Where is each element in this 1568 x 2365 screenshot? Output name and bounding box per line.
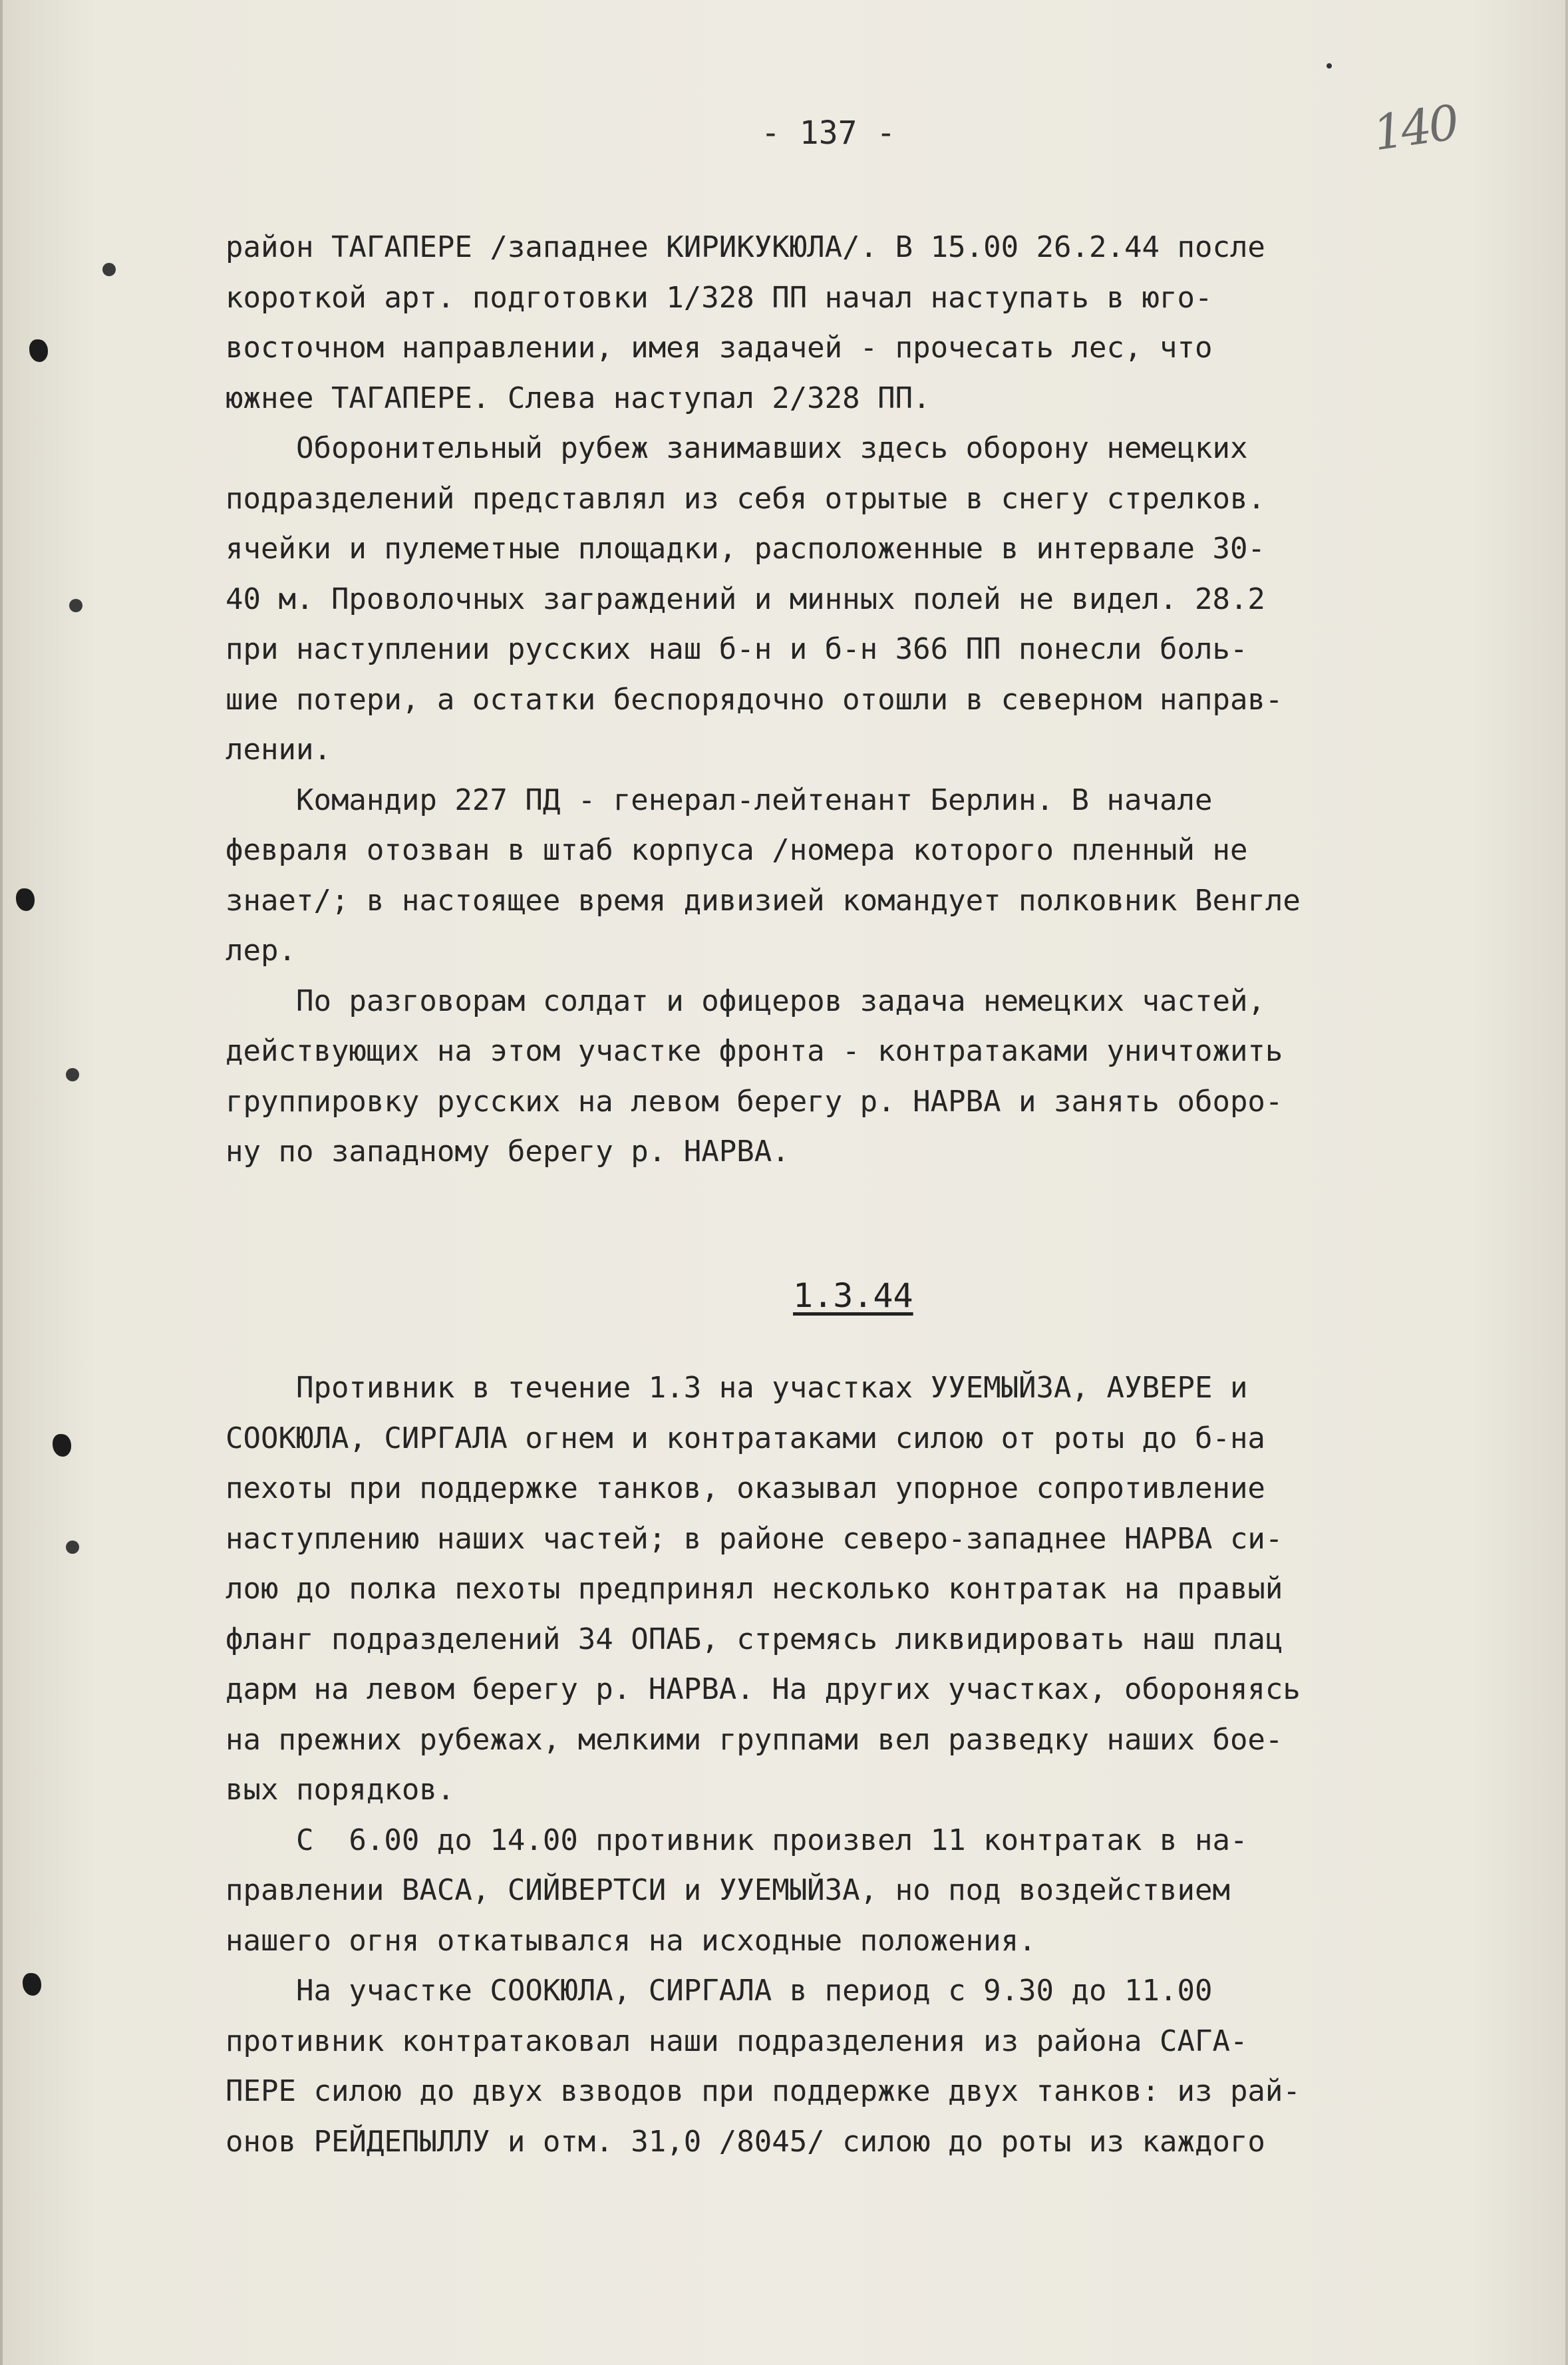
text-line: на прежних рубежах, мелкими группами вел разведку наших бое- <box>226 1722 1283 1757</box>
binder-hole <box>16 888 35 911</box>
binder-hole <box>69 599 82 612</box>
text-line: действующих на этом участке фронта - контратаками уничтожить <box>226 1034 1283 1068</box>
text-line: короткой арт. подготовки 1/328 ПП начал наступать в юго- <box>226 280 1213 315</box>
text-line: онов РЕЙДЕПЫЛЛУ и отм. 31,0 /8045/ силою до роты из каждого <box>226 2124 1265 2159</box>
binder-hole <box>66 1541 79 1554</box>
text-block-2 <box>226 1262 1529 2167</box>
text-line <box>226 1313 1529 1364</box>
text-line: ну по западному берегу р. НАРВА. <box>226 1135 790 1169</box>
text-line: фланг подразделений 34 ОПАБ, стремясь ликвидировать наш плац <box>226 1622 1283 1656</box>
text-line: 40 м. Проволочных заграждений и минных полей не видел. 28.2 <box>226 582 1265 616</box>
text-line: ПЕРЕ силою до двух взводов при поддержке двух танков: из рай- <box>226 2074 1301 2108</box>
text-line: Оборонительный рубеж занимавших здесь оборону немецких <box>226 431 1248 465</box>
text-line: По разговорам солдат и офицеров задача немецких частей, <box>226 984 1265 1018</box>
binder-hole <box>66 1068 79 1081</box>
text-line: наступлению наших частей; в районе северо-западнее НАРВА си- <box>226 1521 1283 1556</box>
text-line: На участке СООКЮЛА, СИРГАЛА в период с 9.30 до 11.00 <box>226 1974 1213 2008</box>
text-line: лении. <box>226 733 331 767</box>
text-line: дарм на левом берегу р. НАРВА. На других участках, обороняясь <box>226 1672 1301 1706</box>
text-line: подразделений представлял из себя отрытые в снегу стрелков. <box>226 481 1265 516</box>
text-line: С 6.00 до 14.00 противник произвел 11 контратак в на- <box>226 1823 1248 1857</box>
text-line: южнее ТАГАПЕРЕ. Слева наступал 2/328 ПП. <box>226 381 931 415</box>
text-line: Противник в течение 1.3 на участках УУЕМЫЙЗА, АУВЕРЕ и <box>226 1371 1248 1405</box>
binder-hole <box>53 1434 71 1457</box>
archive-handwritten-mark: 140 <box>1369 94 1460 162</box>
text-block-1 <box>226 222 1529 1177</box>
text-line: при наступлении русских наш б-н и б-н 366 ПП понесли боль- <box>226 632 1248 666</box>
text-line: район ТАГАПЕРЕ /западнее КИРИКУКЮЛА/. В 15.00 26.2.44 после <box>226 230 1265 264</box>
text-line: правлении ВАСА, СИЙВЕРТСИ и УУЕМЫЙЗА, но под воздействием <box>226 1873 1230 1907</box>
text-line: знает/; в настоящее время дивизией командует полковник Венгле <box>226 883 1301 918</box>
text-line: пехоты при поддержке танков, оказывал упорное сопротивление <box>226 1471 1265 1505</box>
text-line: восточном направлении, имея задачей - прочесать лес, что <box>226 331 1213 365</box>
text-line: СООКЮЛА, СИРГАЛА огнем и контратаками силою от роты до б-на <box>226 1421 1265 1455</box>
text-line: февраля отозван в штаб корпуса /номера которого пленный не <box>226 833 1248 867</box>
text-line: лер. <box>226 934 296 968</box>
text-line: шие потери, а остатки беспорядочно отошли в северном направ- <box>226 682 1283 717</box>
date-heading: 1.3.44 <box>793 1276 913 1315</box>
page-number: - 137 - <box>761 114 896 152</box>
text-line <box>226 1262 1529 1313</box>
text-line: ячейки и пулеметные площадки, расположенные в интервале 30- <box>226 532 1265 566</box>
paper-speck <box>1327 63 1332 69</box>
text-line: Командир 227 ПД - генерал-лейтенант Берлин. В начале <box>226 783 1213 817</box>
text-line: противник контратаковал наши подразделения из района САГА- <box>226 2024 1248 2058</box>
binder-hole <box>102 263 116 276</box>
binder-hole <box>23 1973 41 1996</box>
binder-hole <box>29 339 48 362</box>
text-line: группировку русских на левом берегу р. НАРВА и занять оборо- <box>226 1084 1283 1119</box>
text-line: лою до полка пехоты предпринял несколько контратак на правый <box>226 1572 1283 1606</box>
text-line: вых порядков. <box>226 1773 455 1807</box>
text-line: нашего огня откатывался на исходные положения. <box>226 1923 1036 1958</box>
